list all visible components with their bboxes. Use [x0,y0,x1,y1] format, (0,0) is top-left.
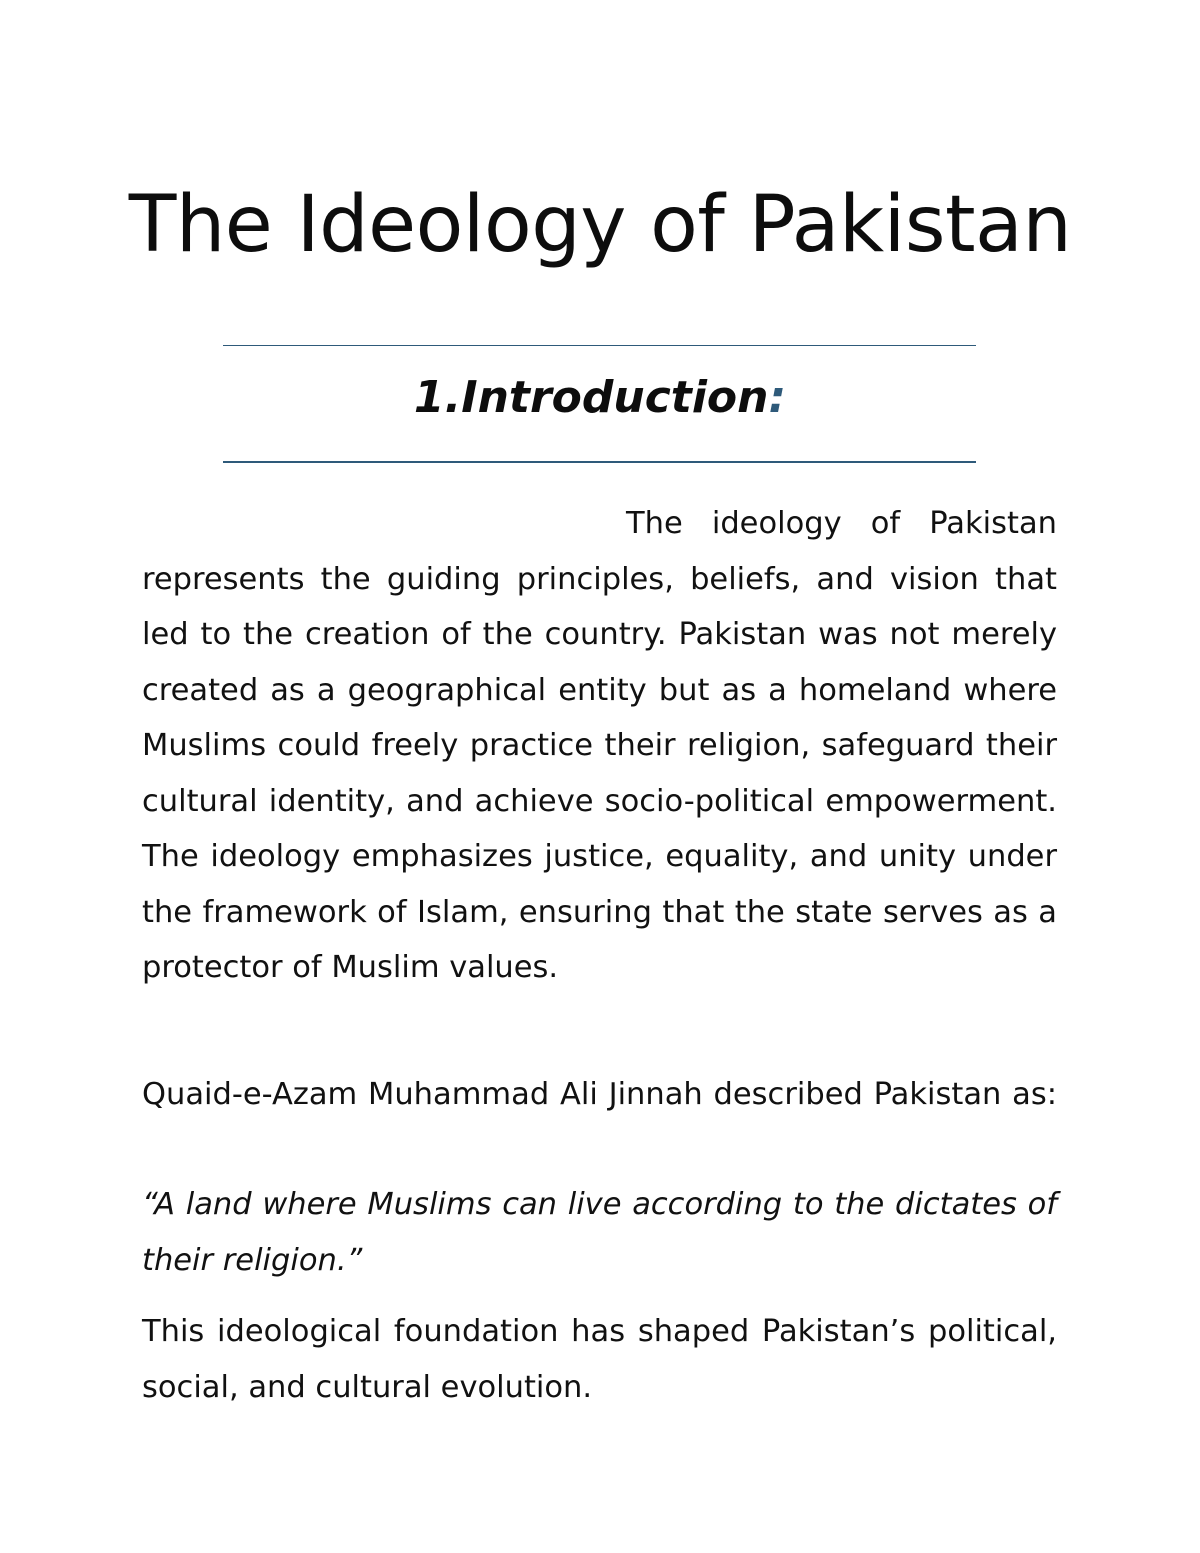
section-heading-introduction [0,372,1200,423]
section-heading-colon: : [768,372,787,423]
section-heading-label: 1.Introduction [413,372,769,423]
jinnah-quote: “A land where Muslims can live according to the dictates of their religion.” [142,1187,1057,1278]
jinnah-paragraph: Quaid-e-Azam Muhammad Ali Jinnah described Pakistan as: [142,1077,1057,1112]
intro-paragraph: The ideology of Pakistan represents the guiding principles, beliefs, and vision that led to the creation of the country. Pakistan was not merely created as a geographical entity but as a homeland where Muslims could freely practice their religion, safeguard their cultural identity, and achieve socio-political empowerment. The ideology emphasizes justice, equality, and unity under the framework of Islam, ensuring that the state serves as a protector of Muslim values. [142,506,1057,985]
heading-bottom-rule [223,461,976,463]
heading-top-rule [223,345,976,346]
closing-paragraph: This ideological foundation has shaped Pakistan’s political, social, and cultural evolution. [142,1314,1057,1405]
document-title: The Ideology of Pakistan [128,180,1072,270]
